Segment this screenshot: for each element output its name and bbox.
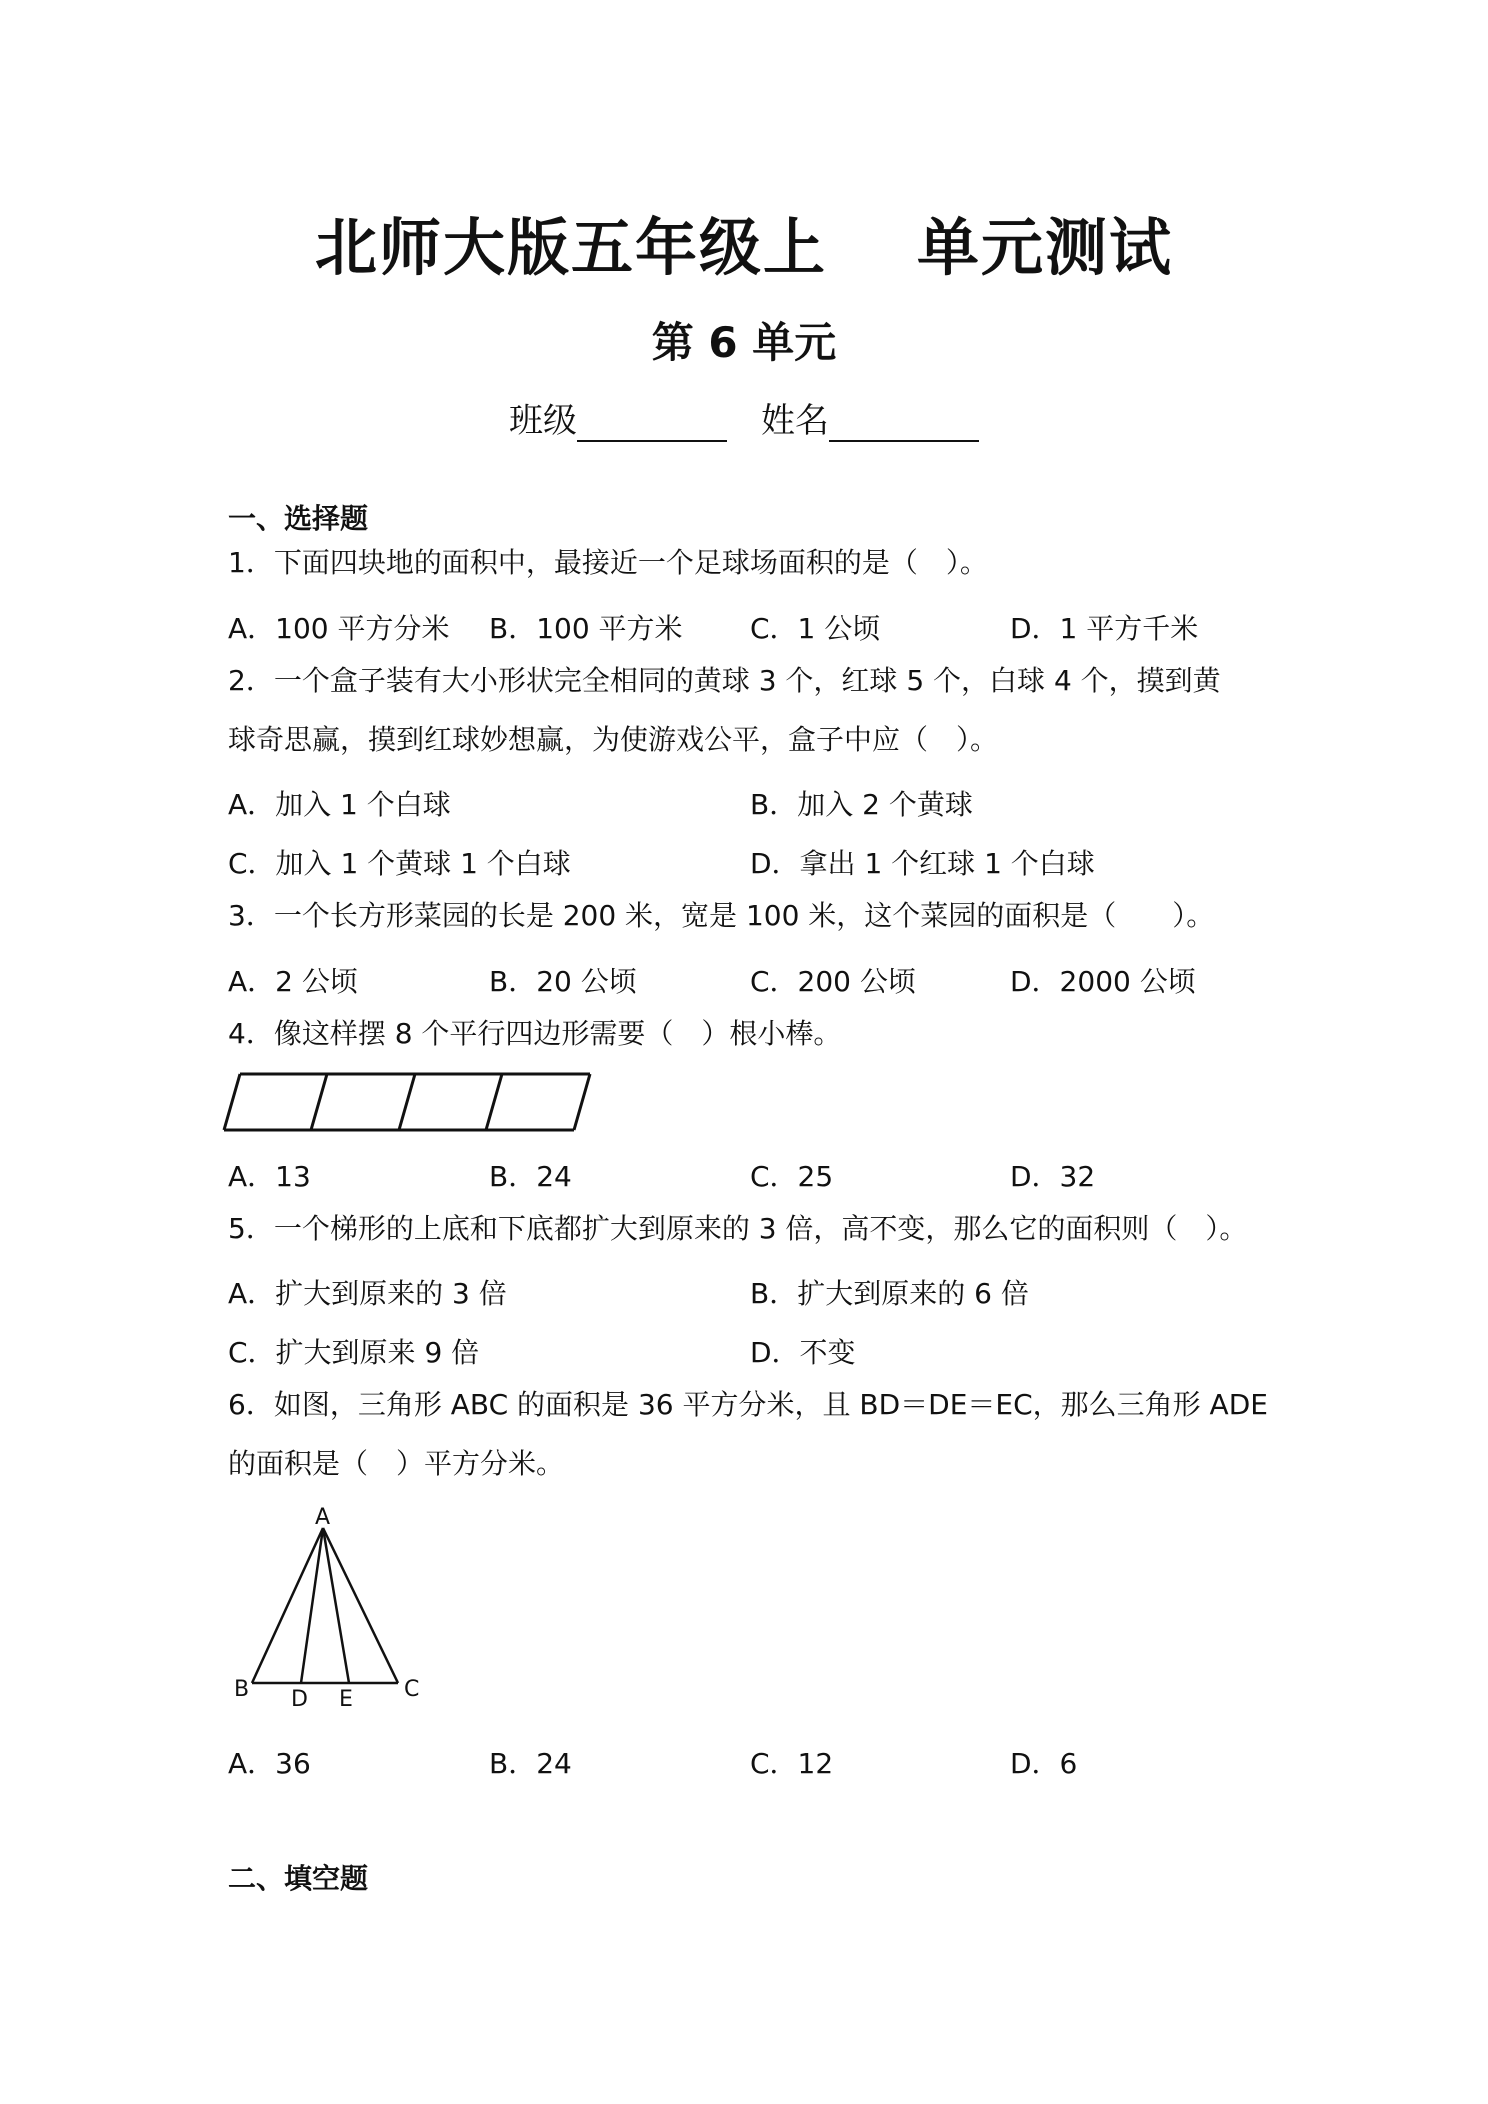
q5-option-b[interactable]: B．扩大到原来的 6 倍: [750, 1277, 1029, 1310]
q3-option-a[interactable]: A．2 公顷: [228, 965, 358, 998]
label-d: D: [291, 1687, 308, 1712]
q6-option-b[interactable]: B．24: [489, 1747, 572, 1780]
q5-option-a[interactable]: A．扩大到原来的 3 倍: [228, 1277, 507, 1310]
page-title: [0, 198, 1488, 287]
figure-stick-5: [574, 1074, 590, 1130]
title-right: 单元测试: [917, 211, 1174, 284]
triangle-abc-figure: [228, 1500, 438, 1715]
unit-subtitle: 第 6 单元: [651, 318, 837, 367]
q6-option-c[interactable]: C．12: [750, 1747, 834, 1780]
figure-stick-1: [224, 1074, 240, 1130]
label-b: B: [234, 1677, 250, 1702]
question-2-line-1: 2．一个盒子装有大小形状完全相同的黄球 3 个，红球 5 个，白球 4 个，摸到黄: [228, 664, 1221, 697]
section-choice-heading: 一、选择题: [228, 502, 369, 535]
question-2-line-2: 球奇思赢，摸到红球妙想赢，为使游戏公平，盒子中应（ ）。: [228, 723, 999, 756]
q1-option-d[interactable]: D．1 平方千米: [1010, 612, 1199, 645]
q1-option-b[interactable]: B．100 平方米: [489, 612, 683, 645]
q3-option-c[interactable]: C．200 公顷: [750, 965, 916, 998]
label-e: E: [339, 1687, 353, 1712]
question-3: 3．一个长方形菜园的长是 200 米，宽是 100 米，这个菜园的面积是（ ）。: [228, 899, 1215, 932]
q3-option-b[interactable]: B．20 公顷: [489, 965, 637, 998]
triangle-side-ac: [323, 1528, 398, 1683]
title-left: 北师大版五年级上: [314, 211, 827, 284]
section-fill-blank-heading: 二、填空题: [228, 1862, 369, 1895]
parallelogram-stick-figure: [220, 1068, 600, 1138]
q3-option-d[interactable]: D．2000 公顷: [1010, 965, 1196, 998]
label-c: C: [404, 1677, 420, 1702]
class-blank[interactable]: [577, 406, 727, 442]
name-label: 姓名: [761, 401, 829, 441]
q5-option-c[interactable]: C．扩大到原来 9 倍: [228, 1336, 480, 1369]
q1-option-c[interactable]: C．1 公顷: [750, 612, 881, 645]
question-6-line-1: 6．如图，三角形 ABC 的面积是 36 平方分米，且 BD＝DE＝EC，那么三角形 ADE: [228, 1388, 1268, 1421]
q4-option-c[interactable]: C．25: [750, 1160, 834, 1193]
q5-option-d[interactable]: D．不变: [750, 1336, 856, 1369]
label-a: A: [315, 1505, 331, 1530]
q6-option-a[interactable]: A．36: [228, 1747, 311, 1780]
figure-stick-4: [486, 1074, 502, 1130]
q4-option-d[interactable]: D．32: [1010, 1160, 1096, 1193]
q4-option-b[interactable]: B．24: [489, 1160, 572, 1193]
q2-option-c[interactable]: C．加入 1 个黄球 1 个白球: [228, 847, 571, 880]
question-6-line-2: 的面积是（ ）平方分米。: [228, 1447, 565, 1480]
name-blank[interactable]: [829, 406, 979, 442]
figure-stick-3: [399, 1074, 415, 1130]
q2-option-a[interactable]: A．加入 1 个白球: [228, 788, 451, 821]
q6-option-d[interactable]: D．6: [1010, 1747, 1078, 1780]
q2-option-b[interactable]: B．加入 2 个黄球: [750, 788, 973, 821]
student-info-line: [0, 393, 1488, 442]
q2-option-d[interactable]: D．拿出 1 个红球 1 个白球: [750, 847, 1095, 880]
segment-ae: [323, 1528, 349, 1683]
figure-stick-2: [311, 1074, 327, 1130]
q1-option-a[interactable]: A．100 平方分米: [228, 612, 450, 645]
q4-option-a[interactable]: A．13: [228, 1160, 311, 1193]
question-5: 5．一个梯形的上底和下底都扩大到原来的 3 倍，高不变，那么它的面积则（ ）。: [228, 1212, 1248, 1245]
question-4: 4．像这样摆 8 个平行四边形需要（ ）根小棒。: [228, 1017, 842, 1050]
question-1: 1．下面四块地的面积中，最接近一个足球场面积的是（ ）。: [228, 546, 988, 579]
class-label: 班级: [509, 401, 577, 441]
